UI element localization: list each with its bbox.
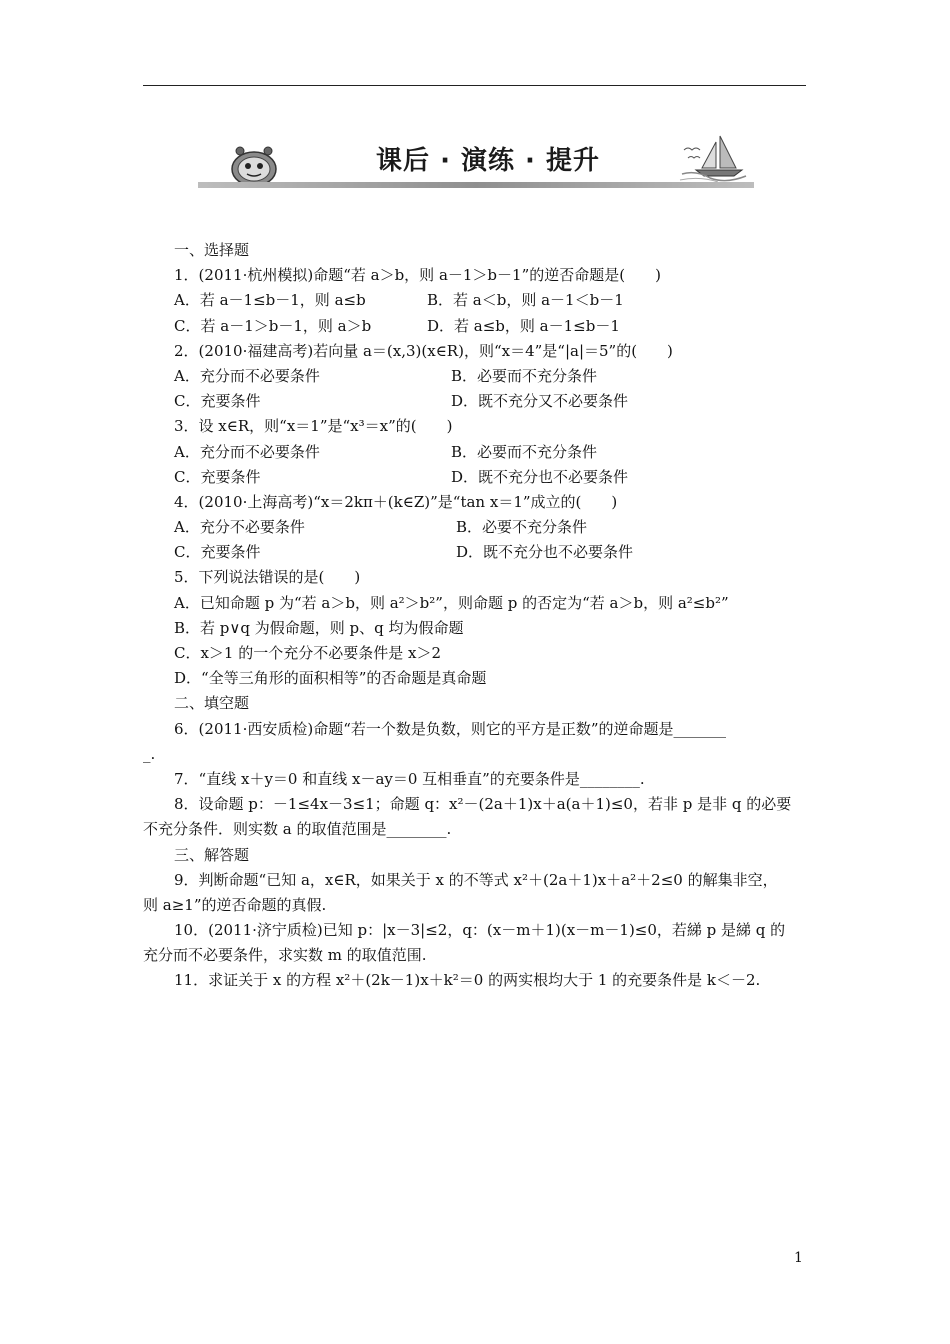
question-9-line-1: 9．判断命题“已知 a，x∈R，如果关于 x 的不等式 x²＋(2a＋1)x＋a²＋2≤0 的解集非空，: [174, 870, 778, 889]
question-11: 11．求证关于 x 的方程 x²＋(2k－1)x＋k²＝0 的两实根均大于 1 的充要条件是 k＜－2.: [174, 971, 761, 990]
question-4-options-row-2: [143, 540, 813, 565]
question-9-line-2: 则 a≥1”的逆否命题的真假.: [143, 895, 327, 914]
question-6-line-1: 6．(2011·西安质检)命题“若一个数是负数，则它的平方是正数”的逆命题是_______: [174, 719, 727, 738]
banner-underline: [198, 182, 754, 188]
question-8-line-1: 8．设命题 p：－1≤4x－3≤1；命题 q：x²－(2a＋1)x＋a(a＋1)≤0，若非 p 是非 q 的必要: [174, 795, 792, 814]
section-banner: [198, 134, 754, 192]
option-d: D．既不充分也不必要条件: [451, 467, 629, 486]
option-b: B．若 p∨q 为假命题，则 p、q 均为假命题: [174, 618, 464, 637]
section-heading: 一、选择题: [174, 241, 250, 259]
option-d: D．“全等三角形的面积相等”的否命题是真命题: [174, 669, 487, 688]
question-2-options-row-1: [143, 364, 813, 389]
option-b: B．必要而不充分条件: [451, 442, 598, 461]
question-4-stem: 4．(2010·上海高考)“x＝2kπ＋(k∈Z)”是“tan x＝1”成立的( ): [174, 492, 618, 511]
option-a: A．若 a－1≤b－1，则 a≤b: [174, 291, 366, 310]
option-b: B．若 a＜b，则 a－1＜b－1: [427, 291, 624, 310]
option-c: C．若 a－1＞b－1，则 a＞b: [174, 316, 372, 335]
option-d: D．既不充分也不必要条件: [456, 543, 634, 562]
option-c: C．充要条件: [174, 467, 261, 486]
exercise-content: [143, 238, 813, 994]
option-d: D．既不充分又不必要条件: [451, 392, 629, 411]
option-c: C．充要条件: [174, 543, 261, 562]
question-4-options-row-1: [143, 515, 813, 540]
question-8-line-2: 不充分条件．则实数 a 的取值范围是________.: [143, 820, 452, 839]
option-c: C．充要条件: [174, 392, 261, 411]
option-d: D．若 a≤b，则 a－1≤b－1: [427, 316, 620, 335]
question-2-options-row-2: [143, 389, 813, 414]
page-number: 1: [794, 1250, 803, 1266]
section-heading: 二、填空题: [174, 694, 250, 713]
question-3-options-row-2: [143, 465, 813, 490]
question-7: 7．“直线 x＋y＝0 和直线 x－ay＝0 互相垂直”的充要条件是________.: [174, 769, 645, 788]
question-6-line-2: _.: [143, 744, 156, 763]
question-3-options-row-1: [143, 440, 813, 465]
header-rule: [143, 85, 806, 86]
banner-title: 课后 · 演练 · 提升: [376, 146, 600, 176]
question-1-options-row-2: [143, 314, 813, 339]
option-b: B．必要不充分条件: [456, 518, 588, 537]
question-2-stem: 2．(2010·福建高考)若向量 a＝(x,3)(x∈R)，则“x＝4”是“|a|＝5”的( ): [174, 341, 673, 360]
option-a: A．充分而不必要条件: [174, 366, 320, 385]
option-b: B．必要而不充分条件: [451, 366, 598, 385]
question-10-line-2: 充分而不必要条件，求实数 m 的取值范围.: [143, 946, 427, 965]
question-5-stem: 5．下列说法错误的是( ): [174, 568, 361, 587]
option-c: C．x＞1 的一个充分不必要条件是 x＞2: [174, 644, 442, 662]
question-1-stem: 1．(2011·杭州模拟)命题“若 a＞b，则 a－1＞b－1”的逆否命题是( ): [174, 266, 661, 285]
sailboat-icon: [676, 134, 752, 184]
option-a: A．已知命题 p 为“若 a＞b，则 a²＞b²”，则命题 p 的否定为“若 a＞b，则 a²≤b²”: [174, 593, 729, 612]
option-a: A．充分而不必要条件: [174, 442, 320, 461]
question-1-options-row-1: [143, 288, 813, 313]
question-3-stem: 3．设 x∈R，则“x＝1”是“x³＝x”的( ): [174, 417, 453, 436]
option-a: A．充分不必要条件: [174, 518, 305, 537]
question-10-line-1: 10．(2011·济宁质检)已知 p：|x－3|≤2，q：(x－m＋1)(x－m－1)≤0，若綈 p 是綈 q 的: [174, 921, 786, 940]
section-heading: 三、解答题: [174, 845, 250, 864]
